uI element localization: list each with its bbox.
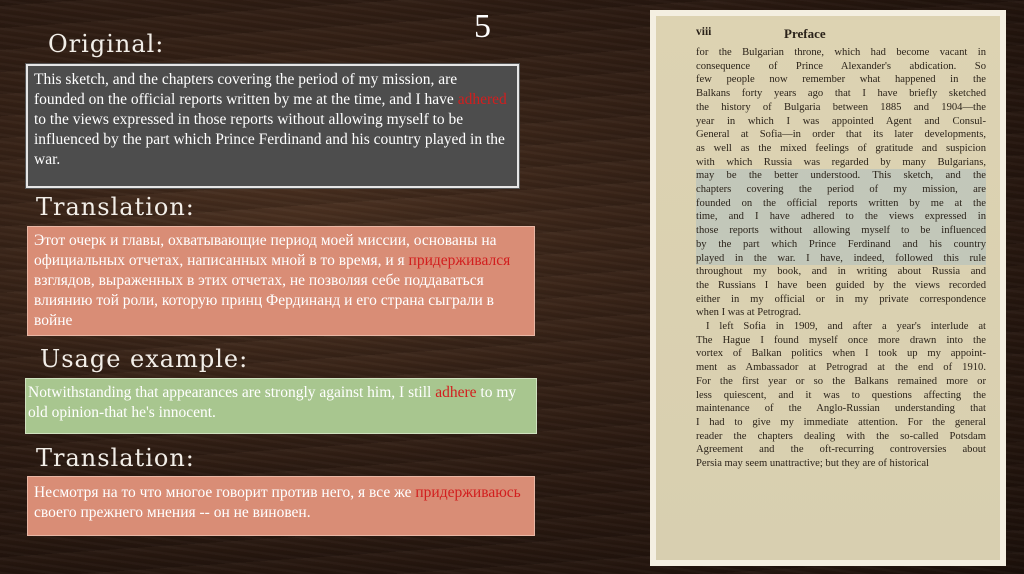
- translation2-text-after: своего прежнего мнения -- он не виновен.: [34, 504, 311, 521]
- book-page-number: viii: [696, 26, 712, 38]
- book-page-line: reader the chapters dealing with the so-called Potsdam: [696, 430, 986, 442]
- book-page-line: I had to give my immediate attention. For the general: [696, 416, 986, 428]
- book-page-line: by the part which Prince Ferdinand and his country: [696, 238, 986, 250]
- book-page-line: The Hague I found myself once more drawn into the: [696, 334, 986, 346]
- translation-text-box: [27, 226, 535, 336]
- book-page-line: the Russians I have been guided by the views recorded: [696, 279, 986, 291]
- usage-text-before: Notwithstanding that appearances are strongly against him, I still: [28, 384, 436, 401]
- original-text-highlight: adhered: [457, 91, 507, 108]
- book-page-line: chapters covering the period of my mission, are: [696, 184, 986, 196]
- book-page-line: Balkans forty years ago that I have briefly sketched: [696, 88, 986, 100]
- usage-text-after: to my old opinion-that he's innocent.: [28, 384, 517, 421]
- book-page-header: [696, 26, 986, 42]
- book-page-line: Agreement and the oft-recurring controversies about: [696, 444, 986, 456]
- translation2-text-highlight: придерживаюсь: [415, 484, 521, 501]
- translation2-heading: Translation:: [36, 444, 195, 472]
- book-page-lines: [696, 46, 986, 471]
- book-page-line: I left Sofia in 1909, and after a year's interlude at: [706, 321, 986, 333]
- book-page-title: Preface: [784, 26, 826, 41]
- book-page-line: the history of Bulgaria between 1885 and 1904—the: [696, 101, 986, 113]
- book-page-line: throughout my book, and in writing about Russia and: [696, 266, 986, 278]
- usage-heading: Usage example:: [40, 345, 249, 373]
- book-page-line: those reports without allowing myself to be influenced: [696, 225, 986, 237]
- book-page-line: consequence of Prince Alexander's abdication. So: [696, 60, 986, 72]
- translation-text-highlight: придерживался: [408, 252, 511, 269]
- translation2-text-before: Несмотря на то что многое говорит против него, я все же: [34, 484, 416, 501]
- book-page-image: [650, 10, 1006, 566]
- book-page-line: year in which I was appointed Agent and Consul-: [696, 115, 986, 127]
- usage-text-highlight: adhere: [435, 384, 477, 401]
- original-text-before: This sketch, and the chapters covering the period of my mission, are founded on the official reports written by me at the time, and I have: [34, 71, 458, 108]
- book-page-line: either in my official or in my private correspondence: [696, 293, 986, 305]
- book-page-line: maintenance of the Anglo-Russian understanding that: [696, 403, 986, 415]
- book-page-content: [656, 16, 1000, 560]
- book-page-line: ment as Ambassador at Petrograd at the end of 1910.: [696, 362, 986, 374]
- translation-text-before: Этот очерк и главы, охватывающие период моей миссии, основаны на официальных отчетах, написанных мной в то время, и я: [34, 232, 497, 269]
- book-page-line: played in the war. I have, indeed, followed this rule: [696, 252, 986, 264]
- book-page-line: founded on the official reports written by me at the: [696, 197, 986, 209]
- original-text-after: to the views expressed in those reports without allowing myself to be influenced by the part which Prince Ferdinand and his country played in the war.: [34, 111, 505, 168]
- book-page-line: with which Russia was regarded by many Bulgarians,: [696, 156, 986, 168]
- book-page-line: vortex of Balkan politics when I took up my appoint-: [696, 348, 986, 360]
- book-page-line: time, and I have adhered to the views expressed in: [696, 211, 986, 223]
- original-heading: Original:: [48, 30, 165, 58]
- translation2-text-box: [27, 476, 535, 536]
- book-page-line: may be the better understood. This sketch, and the: [696, 170, 986, 182]
- book-page-line: when I was at Petrograd.: [696, 307, 802, 319]
- book-page-line: less quiescent, and it was to questions affecting the: [696, 389, 986, 401]
- book-page-line: Persia may seem unattractive; but they are of historical: [696, 458, 929, 470]
- book-page-line: for the Bulgarian throne, which had become vacant in: [696, 47, 986, 58]
- slide-number: 5: [474, 8, 491, 45]
- original-text-box: [26, 64, 519, 188]
- translation-text-after: взглядов, выраженных в этих отчетах, не позволяя себе поддаваться влиянию той роли, которую принц Фердинанд и его страна сыграли в войне: [34, 272, 494, 329]
- book-page-line: General at Sofia—in order that its later developments,: [696, 129, 986, 141]
- book-page-line: as well as the mixed feelings of gratitude and suspicion: [696, 142, 986, 154]
- translation-heading: Translation:: [36, 193, 195, 221]
- book-page-line: few people now remember what happened in the: [696, 74, 986, 86]
- book-page-line: For the first year or so the Balkans remained more or: [696, 375, 986, 387]
- usage-text-box: [25, 378, 537, 434]
